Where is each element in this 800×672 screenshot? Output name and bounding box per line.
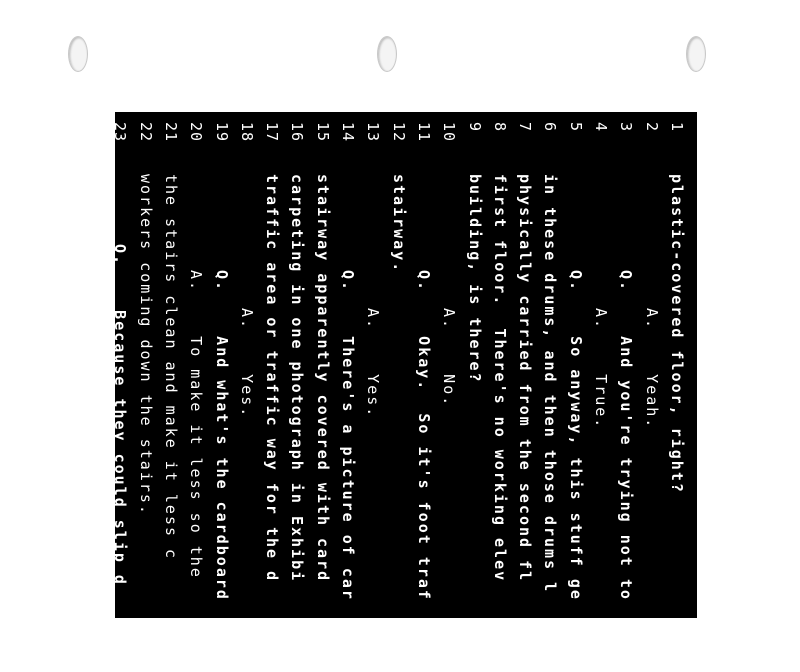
binder-hole — [686, 36, 706, 72]
line-text: traffic area or traffic way for the d — [263, 174, 282, 583]
line-number: 24 — [86, 122, 105, 143]
line-text: Q. There's a picture of car — [339, 270, 358, 601]
line-number: 22 — [136, 122, 155, 143]
line-number: 2 — [642, 122, 661, 133]
line-text: workers coming down the stairs. — [136, 174, 155, 516]
line-number: 21 — [162, 122, 180, 143]
line-number: 11 — [415, 122, 433, 143]
line-text: Q. Because they could slip d — [111, 244, 130, 586]
line-text: Q. So anyway, this stuff ge — [566, 270, 585, 601]
line-number: 14 — [339, 122, 358, 143]
line-number: 7 — [516, 122, 535, 133]
line-number: 20 — [187, 122, 206, 143]
line-text: in these drums, and then those drums l — [541, 174, 560, 594]
line-number: 12 — [389, 122, 408, 143]
line-text: the stairs clean and make it less c — [162, 174, 180, 561]
line-text: A. To make it less so the — [187, 270, 206, 579]
line-text: plastic-covered floor, right? — [668, 174, 686, 494]
line-number: 15 — [313, 122, 332, 143]
line-number: 3 — [617, 122, 636, 133]
line-text: physically carried from the second fl — [516, 174, 535, 583]
line-number: 23 — [111, 122, 130, 143]
line-text: A. No. — [440, 308, 459, 408]
line-text: first floor. There's no working elev — [490, 174, 509, 583]
line-number: 18 — [237, 122, 256, 143]
line-text: A. Yes. — [364, 308, 383, 419]
line-text: building, is there? — [465, 174, 484, 384]
binder-hole — [377, 36, 397, 72]
line-number: 4 — [592, 122, 611, 133]
line-number: 17 — [263, 122, 282, 143]
line-text: stairway apparently covered with card — [313, 174, 332, 583]
line-text: A. Yes. — [237, 308, 256, 419]
line-text: Q. And you're trying not to — [617, 270, 636, 601]
line-text: A. Yeah. — [642, 308, 661, 430]
line-text: A. True. — [592, 308, 611, 430]
line-text: Q. And what's the cardboard — [212, 270, 231, 601]
transcript-body — [86, 112, 697, 672]
line-number: 1 — [668, 122, 686, 133]
line-text: carpeting in one photograph in Exhibi — [288, 174, 307, 583]
line-number: 9 — [465, 122, 484, 133]
line-text: Q. Okay. So it's foot traf — [415, 270, 433, 601]
line-text: A. Yes. — [86, 270, 105, 381]
line-number: 13 — [364, 122, 383, 143]
transcript-sheet — [86, 112, 697, 618]
binder-hole — [68, 36, 88, 72]
line-text: stairway. — [389, 174, 408, 274]
line-number: 8 — [490, 122, 509, 133]
line-number: 5 — [566, 122, 585, 133]
line-number: 19 — [212, 122, 231, 143]
line-number: 10 — [440, 122, 459, 143]
line-number: 16 — [288, 122, 307, 143]
line-number: 6 — [541, 122, 560, 133]
